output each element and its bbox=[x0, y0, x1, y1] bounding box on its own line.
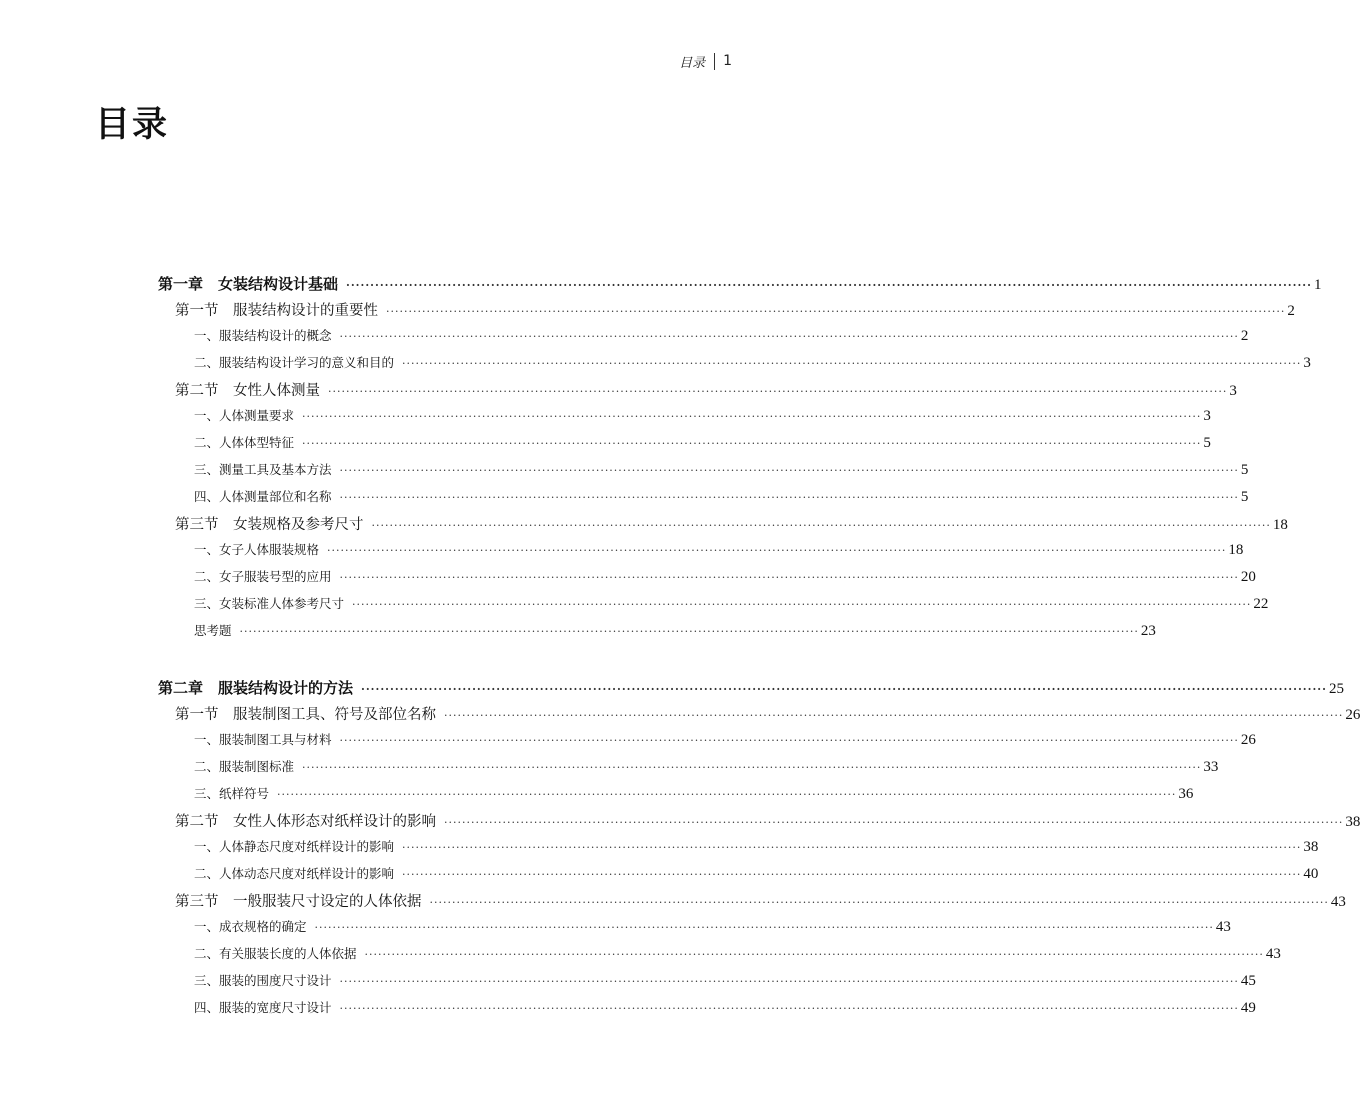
toc-entry-label: 第一节 服装制图工具、符号及部位名称 bbox=[175, 707, 436, 723]
dot-leader: ········································································································································································································ bbox=[364, 948, 1264, 961]
toc-entry-label: 一、成衣规格的确定 bbox=[194, 919, 307, 934]
dot-leader: ········································································································································································································ bbox=[339, 734, 1239, 747]
toc-entry-page: 26 bbox=[1345, 707, 1360, 723]
toc-entry-page: 36 bbox=[1178, 786, 1194, 802]
toc-entry-label: 二、服装结构设计学习的意义和目的 bbox=[194, 355, 395, 370]
toc-entry-label: 四、人体测量部位和名称 bbox=[194, 489, 332, 504]
dot-leader: ········································································································································································································ bbox=[444, 709, 1344, 722]
toc-item-entry[interactable] bbox=[194, 837, 1319, 861]
toc-entry-label: 一、人体静态尺度对纸样设计的影响 bbox=[194, 839, 395, 854]
dot-leader: ········································································································································································································ bbox=[444, 816, 1344, 829]
dot-leader: ········································································································································································································ bbox=[352, 598, 1252, 611]
toc-section-entry[interactable] bbox=[175, 890, 1346, 914]
toc-item-entry[interactable] bbox=[194, 757, 1219, 781]
dot-leader: ········································································································································································································ bbox=[339, 330, 1239, 343]
toc-entry-label: 思考题 bbox=[194, 623, 232, 638]
dot-leader: ········································································································································································································ bbox=[239, 625, 1139, 638]
dot-leader: ········································································································································································································ bbox=[339, 464, 1239, 477]
toc-entry-label: 第一章 女装结构设计基础 bbox=[158, 275, 339, 293]
toc-entry-page: 26 bbox=[1240, 732, 1256, 748]
dot-leader: ········································································································································································································ bbox=[339, 975, 1239, 988]
dot-leader: ········································································································································································································ bbox=[327, 544, 1227, 557]
page-title: 目录 bbox=[95, 105, 170, 145]
dot-leader: ········································································································································································································ bbox=[361, 683, 1327, 696]
toc-item-entry[interactable] bbox=[194, 730, 1256, 754]
dot-leader: ········································································································································································································ bbox=[302, 761, 1202, 774]
toc-entry-page: 20 bbox=[1240, 569, 1256, 585]
toc-entry-label: 二、女子服装号型的应用 bbox=[194, 569, 332, 584]
toc-entry-label: 第三节 一般服装尺寸设定的人体依据 bbox=[175, 894, 422, 910]
toc-entry-label: 第二章 服装结构设计的方法 bbox=[158, 679, 354, 697]
toc-entry-label: 第一节 服装结构设计的重要性 bbox=[175, 303, 378, 319]
toc-entry-page: 18 bbox=[1228, 542, 1244, 558]
toc-entry-page: 3 bbox=[1203, 408, 1211, 424]
toc-entry-page: 1 bbox=[1313, 277, 1322, 293]
toc-entry-page: 49 bbox=[1240, 1000, 1256, 1016]
toc-item-entry[interactable] bbox=[194, 460, 1249, 484]
toc-item-entry[interactable] bbox=[194, 621, 1156, 645]
dot-leader: ········································································································································································································ bbox=[402, 357, 1302, 370]
toc-entry-page: 2 bbox=[1287, 303, 1295, 319]
toc-entry-label: 二、服装制图标准 bbox=[194, 759, 295, 774]
toc-entry-label: 二、有关服装长度的人体依据 bbox=[194, 946, 357, 961]
toc-entry-page: 5 bbox=[1203, 435, 1211, 451]
toc-entry-label: 三、纸样符号 bbox=[194, 786, 270, 801]
toc-entry-page: 38 bbox=[1303, 839, 1319, 855]
toc-item-entry[interactable] bbox=[194, 784, 1194, 808]
dot-leader: ········································································································································································································ bbox=[314, 921, 1214, 934]
toc-item-entry[interactable] bbox=[194, 353, 1311, 377]
toc-entry-page: 2 bbox=[1240, 328, 1249, 344]
toc-item-entry[interactable] bbox=[194, 567, 1256, 591]
toc-entry-page: 45 bbox=[1240, 973, 1256, 989]
running-head-title: 目录 bbox=[679, 55, 706, 71]
toc-item-entry[interactable] bbox=[194, 594, 1269, 618]
dot-leader: ········································································································································································································ bbox=[339, 491, 1239, 504]
toc-item-entry[interactable] bbox=[194, 971, 1256, 995]
toc-entry-label: 第三节 女装规格及参考尺寸 bbox=[175, 517, 364, 533]
dot-leader: ········································································································································································································ bbox=[402, 868, 1302, 881]
toc-section-entry[interactable] bbox=[175, 810, 1360, 834]
dot-leader: ········································································································································································································ bbox=[328, 385, 1228, 398]
toc-section-entry[interactable] bbox=[175, 513, 1288, 537]
toc-entry-label: 一、服装结构设计的概念 bbox=[194, 328, 332, 343]
toc-entry-page: 25 bbox=[1328, 681, 1344, 697]
toc-entry-label: 一、人体测量要求 bbox=[194, 408, 295, 423]
dot-leader: ········································································································································································································ bbox=[402, 841, 1302, 854]
toc-item-entry[interactable] bbox=[194, 540, 1244, 564]
toc-entry-label: 第二节 女性人体测量 bbox=[175, 383, 320, 399]
dot-leader: ········································································································································································································ bbox=[302, 437, 1202, 450]
toc-section-entry[interactable] bbox=[175, 379, 1237, 403]
toc-entry-label: 二、人体动态尺度对纸样设计的影响 bbox=[194, 866, 395, 881]
toc-chapter-entry[interactable] bbox=[158, 677, 1344, 701]
toc-entry-page: 43 bbox=[1215, 919, 1231, 935]
toc-item-entry[interactable] bbox=[194, 998, 1256, 1022]
toc-section-entry[interactable] bbox=[175, 299, 1295, 323]
toc-entry-page: 18 bbox=[1272, 517, 1288, 533]
dot-leader: ········································································································································································································ bbox=[386, 305, 1286, 318]
toc-entry-page: 40 bbox=[1303, 866, 1319, 882]
toc-entry-page: 43 bbox=[1330, 894, 1346, 910]
toc-entry-page: 23 bbox=[1140, 623, 1156, 639]
toc-entry-page: 5 bbox=[1240, 462, 1249, 478]
toc-entry-page: 22 bbox=[1253, 596, 1269, 612]
toc-entry-label: 一、服装制图工具与材料 bbox=[194, 732, 332, 747]
page-number: 1 bbox=[723, 53, 732, 69]
toc-item-entry[interactable] bbox=[194, 917, 1231, 941]
toc-entry-page: 3 bbox=[1303, 355, 1311, 371]
dot-leader: ········································································································································································································ bbox=[277, 788, 1177, 801]
toc-item-entry[interactable] bbox=[194, 326, 1249, 350]
toc-item-entry[interactable] bbox=[194, 406, 1211, 430]
toc-entry-label: 三、测量工具及基本方法 bbox=[194, 462, 332, 477]
toc-entry-label: 二、人体体型特征 bbox=[194, 435, 295, 450]
toc-entry-page: 33 bbox=[1203, 759, 1219, 775]
toc-item-entry[interactable] bbox=[194, 944, 1281, 968]
dot-leader: ········································································································································································································ bbox=[339, 1002, 1239, 1015]
toc-entry-label: 第二节 女性人体形态对纸样设计的影响 bbox=[175, 814, 436, 830]
toc-item-entry[interactable] bbox=[194, 433, 1211, 457]
toc-section-entry[interactable] bbox=[175, 703, 1360, 727]
toc-chapter-entry[interactable] bbox=[158, 273, 1322, 297]
toc-entry-page: 5 bbox=[1240, 489, 1249, 505]
toc-entry-label: 四、服装的宽度尺寸设计 bbox=[194, 1000, 332, 1015]
dot-leader: ········································································································································································································ bbox=[429, 896, 1329, 909]
toc-entry-label: 三、女装标准人体参考尺寸 bbox=[194, 596, 345, 611]
toc-item-entry[interactable] bbox=[194, 864, 1319, 888]
toc-entry-page: 43 bbox=[1265, 946, 1281, 962]
dot-leader: ········································································································································································································ bbox=[302, 410, 1202, 423]
dot-leader: ········································································································································································································ bbox=[339, 571, 1239, 584]
toc-entry-page: 38 bbox=[1345, 814, 1360, 830]
toc-entry-label: 一、女子人体服装规格 bbox=[194, 542, 320, 557]
toc-entry-page: 3 bbox=[1229, 383, 1237, 399]
dot-leader: ········································································································································································································ bbox=[346, 279, 1312, 292]
dot-leader: ········································································································································································································ bbox=[371, 519, 1271, 532]
toc-entry-label: 三、服装的围度尺寸设计 bbox=[194, 973, 332, 988]
toc-item-entry[interactable] bbox=[194, 487, 1249, 511]
